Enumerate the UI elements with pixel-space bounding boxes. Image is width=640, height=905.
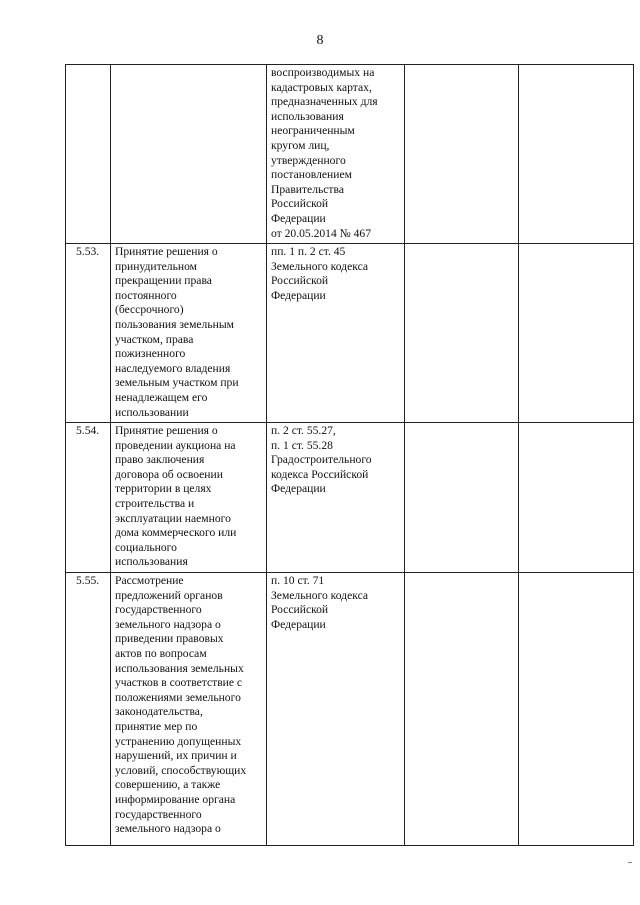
empty-cell (405, 244, 519, 423)
scan-mark (628, 862, 632, 863)
empty-cell (519, 244, 634, 423)
action-cell: Рассмотрение предложений органов государственного земельного надзора о приведении правовых актов по вопросам использования земельных участков в соответствие с положениями земельного законодательства, принятие мер по устранению допущенных нарушений, их причин и условий, способствующих совершению, а также информирование органа государственного земельного надзора о (111, 573, 267, 846)
action-cell (111, 65, 267, 244)
action-cell: Принятие решения о проведении аукциона на право заключения договора об освоении территории в целях строительства и эксплуатации наемного дома коммерческого или социального использования (111, 423, 267, 573)
empty-cell (519, 573, 634, 846)
table-row (66, 423, 634, 573)
regulations-table (65, 64, 634, 846)
row-number: 5.53. (66, 244, 111, 423)
empty-cell (519, 65, 634, 244)
legal-basis-cell: пп. 1 п. 2 ст. 45 Земельного кодекса Российской Федерации (267, 244, 405, 423)
table-row (66, 573, 634, 846)
row-number: 5.55. (66, 573, 111, 846)
empty-cell (519, 423, 634, 573)
legal-basis-cell: воспроизводимых на кадастровых картах, предназначенных для использования неограниченным кругом лиц, утвержденного постановлением Правительства Российской Федерации от 20.05.2014 № 467 (267, 65, 405, 244)
row-number (66, 65, 111, 244)
empty-cell (405, 65, 519, 244)
page-number: 8 (316, 33, 324, 48)
action-cell: Принятие решения о принудительном прекращении права постоянного (бессрочного) пользования земельным участком, права пожизненного наследуемого владения земельным участком при ненадлежащем его использовании (111, 244, 267, 423)
row-number: 5.54. (66, 423, 111, 573)
empty-cell (405, 573, 519, 846)
table-row (66, 65, 634, 244)
legal-basis-cell: п. 10 ст. 71 Земельного кодекса Российской Федерации (267, 573, 405, 846)
legal-basis-cell: п. 2 ст. 55.27, п. 1 ст. 55.28 Градостроительного кодекса Российской Федерации (267, 423, 405, 573)
empty-cell (405, 423, 519, 573)
table-row (66, 244, 634, 423)
